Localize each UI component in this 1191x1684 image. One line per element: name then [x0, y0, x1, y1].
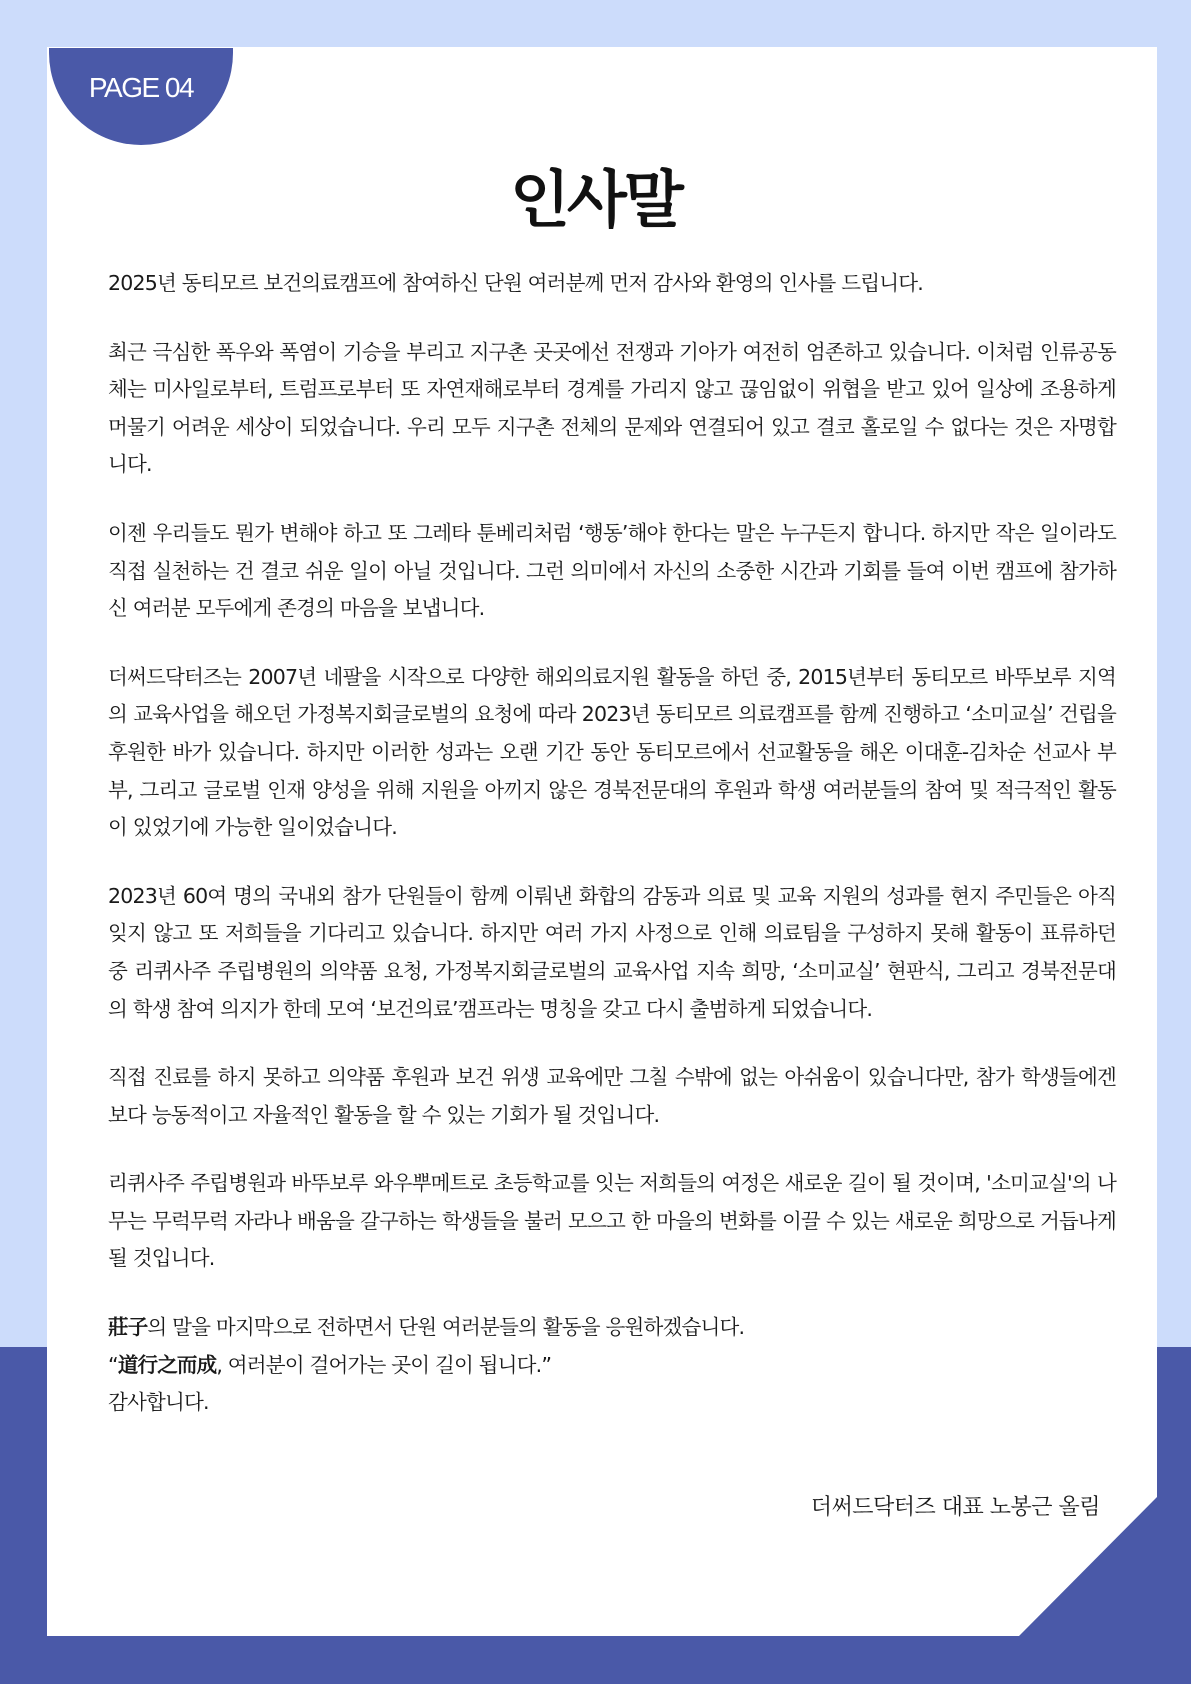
closing-line-quote-intro	[108, 1309, 1116, 1347]
closing-line-quote	[108, 1347, 1116, 1385]
quote-translation: , 여러분이 걸어가는 곳이 길이 됩니다.”	[216, 1352, 552, 1377]
hanja-quote: 道行之而成	[117, 1352, 217, 1377]
paragraph: 더써드닥터즈는 2007년 네팔을 시작으로 다양한 해외의료지원 활동을 하던 중, 2015년부터 동티모르 바뚜보루 지역의 교육사업을 해오던 가정복지회글로벌의 요청에 따라 2023년 동티모르 의료캠프를 함께 진행하고 ‘소미교실’ 건립을 후원한 바가 있습니다. 하지만 이러한 성과는 오랜 기간 동안 동티모르에서 선교활동을 해온 이대훈-김차순 선교사 부부, 그리고 글로벌 인재 양성을 위해 지원을 아끼지 않은 경북전문대의 후원과 학생 여러분들의 참여 및 적극적인 활동이 있었기에 가능한 일이었습니다.	[108, 664, 1116, 840]
signature: 더써드닥터즈 대표 노봉근 올림	[810, 1495, 1100, 1520]
closing-thanks: 감사합니다.	[108, 1390, 209, 1415]
hanja-zhuangzi: 莊子	[108, 1315, 148, 1340]
paragraph: 2025년 동티모르 보건의료캠프에 참여하신 단원 여러분께 먼저 감사와 환영의 인사를 드립니다.	[108, 271, 923, 295]
page-number-label: PAGE 04	[88, 72, 194, 103]
page-title: 인사말	[510, 163, 681, 236]
open-quote: “	[108, 1352, 118, 1377]
paragraph: 직접 진료를 하지 못하고 의약품 후원과 보건 위생 교육에만 그칠 수밖에 없는 아쉬움이 있습니다만, 참가 학생들에겐 보다 능동적이고 자율적인 활동을 할 수 있는 기회가 될 것입니다.	[108, 1065, 1116, 1127]
greeting-body	[108, 265, 1116, 1422]
closing-line-text: 의 말을 마지막으로 전하면서 단원 여러분들의 활동을 응원하겠습니다.	[147, 1315, 745, 1340]
paragraph: 이젠 우리들도 뭔가 변해야 하고 또 그레타 툰베리처럼 ‘행동’해야 한다는 말은 누구든지 합니다. 하지만 작은 일이라도 직접 실천하는 건 결코 쉬운 일이 아닐 것입니다. 그런 의미에서 자신의 소중한 시간과 기회를 들여 이번 캠프에 참가하신 여러분 모두에게 존경의 마음을 보냅니다.	[108, 520, 1116, 621]
closing-block	[108, 1309, 1116, 1422]
paragraph: 리퀴사주 주립병원과 바뚜보루 와우뿌메트로 초등학교를 잇는 저희들의 여정은 새로운 길이 될 것이며, '소미교실'의 나무는 무럭무럭 자라나 배움을 갈구하는 학생들을 불러 모으고 한 마을의 변화를 이끌 수 있는 새로운 희망으로 거듭나게 될 것입니다.	[108, 1171, 1116, 1271]
paragraph: 최근 극심한 폭우와 폭염이 기승을 부리고 지구촌 곳곳에선 전쟁과 기아가 여전히 엄존하고 있습니다. 이처럼 인류공동체는 미사일로부터, 트럼프로부터 또 자연재해로부터 경계를 가리지 않고 끊임없이 위협을 받고 있어 일상에 조용하게 머물기 어려운 세상이 되었습니다. 우리 모두 지구촌 전체의 문제와 연결되어 있고 결코 홀로일 수 없다는 것은 자명합니다.	[108, 339, 1116, 477]
paragraph: 2023년 60여 명의 국내외 참가 단원들이 함께 이뤄낸 화합의 감동과 의료 및 교육 지원의 성과를 현지 주민들은 아직 잊지 않고 또 저희들을 기다리고 있습니다. 하지만 여러 가지 사정으로 인해 의료팀을 구성하지 못해 활동이 표류하던 중 리퀴사주 주립병원의 의약품 요청, 가정복지회글로벌의 교육사업 지속 희망, ‘소미교실’ 현판식, 그리고 경북전문대의 학생 참여 의지가 한데 모여 ‘보건의료’캠프라는 명칭을 갖고 다시 출범하게 되었습니다.	[108, 883, 1116, 1021]
